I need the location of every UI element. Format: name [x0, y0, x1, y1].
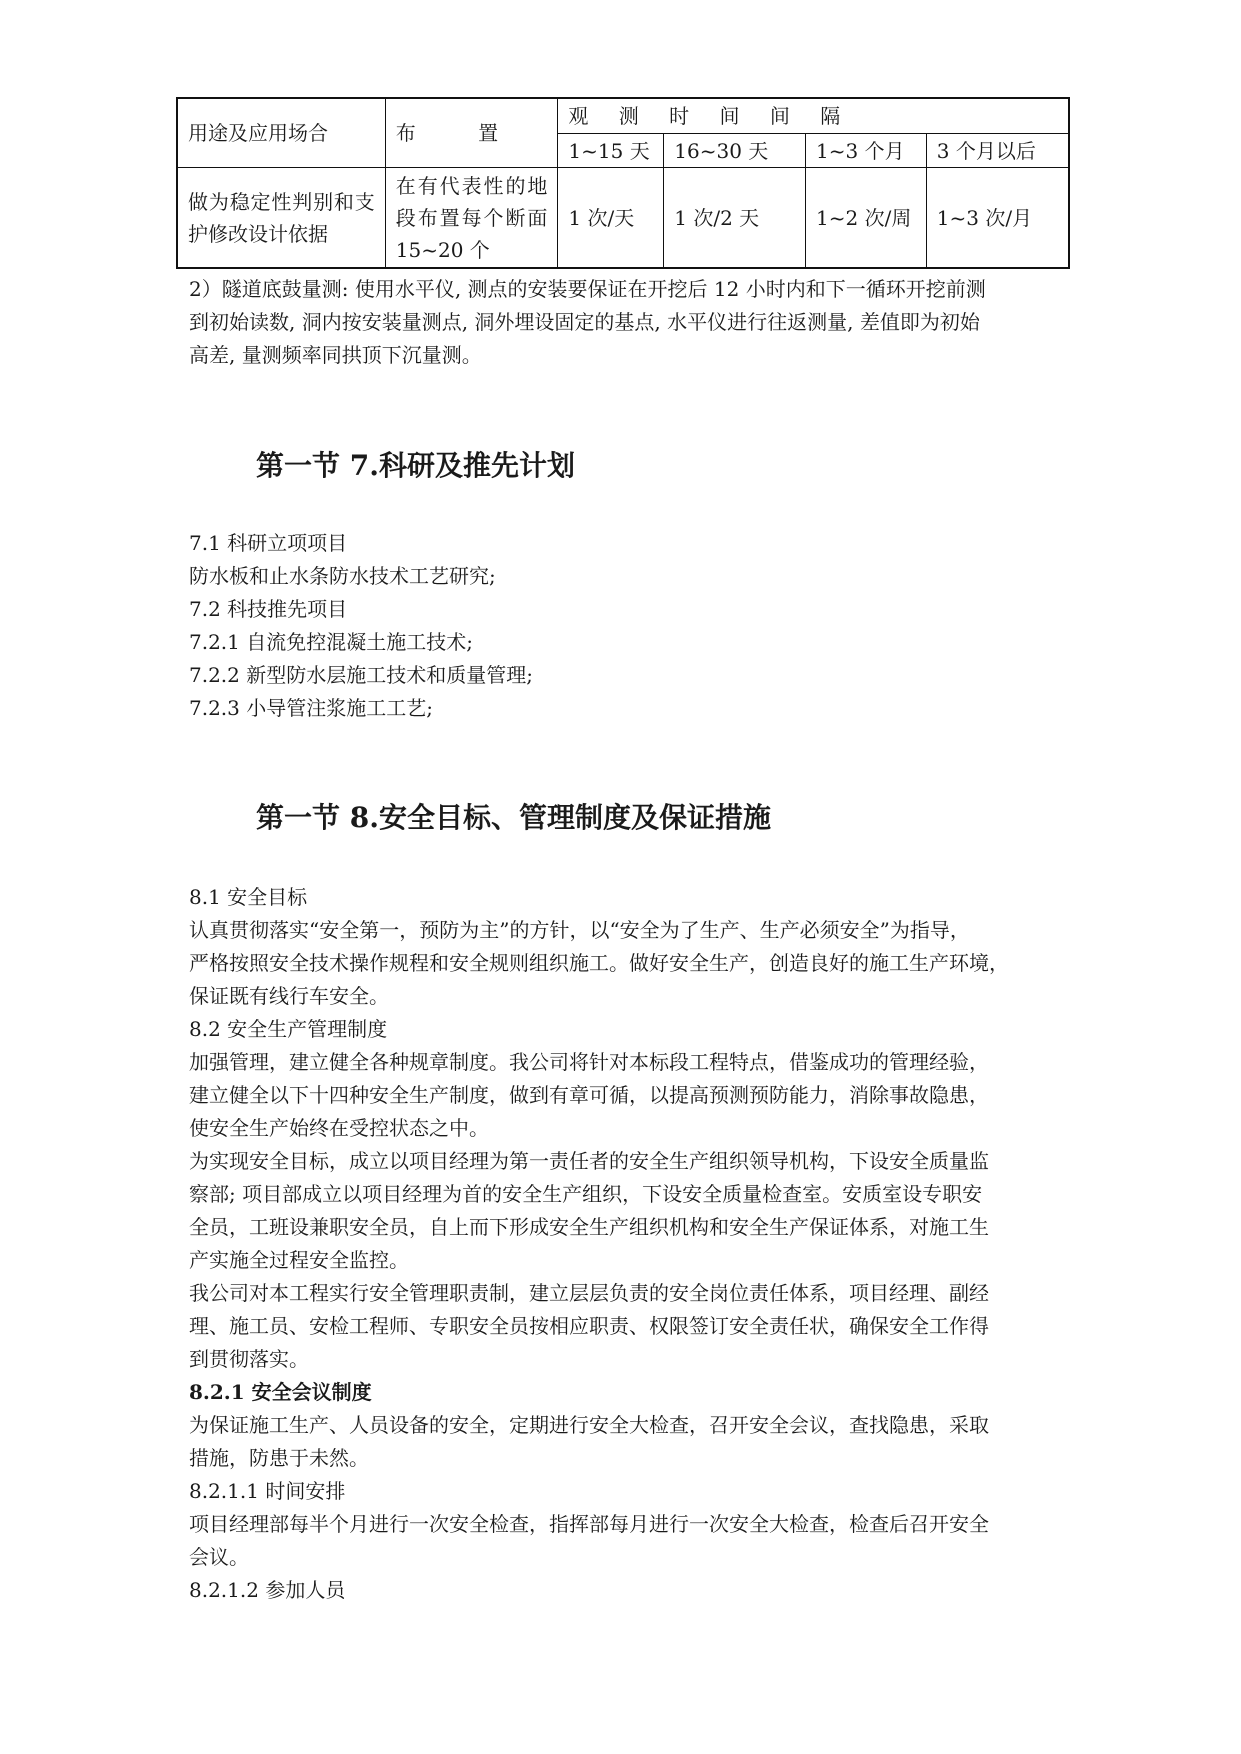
subsection-7-2-1: 7.2.1 自流免控混凝土施工技术; — [189, 630, 473, 654]
paragraph-8-2b: 为实现安全目标，成立以项目经理为第一责任者的安全生产组织领导机构，下设安全质量监 察部; 项目部成立以项目经理为首的安全生产组织，下设安全质量检查室。安质室设专职安 全员，工班设兼职安全员，自上而下形成安全生产组织机构和安全生产保证体系，对施工生 产实施全过程安全监控。 — [189, 1149, 989, 1272]
subsection-8-2-1-2: 8.2.1.2 参加人员 — [189, 1578, 346, 1602]
paragraph-floor-heave: 2）隧道底鼓量测: 使用水平仪, 测点的安装要保证在开挖后 12 小时内和下一循环开挖前测 到初始读数, 洞内按安装量测点, 洞外埋设固定的基点, 水平仪进行往返测量, 差值即为初始 高差, 量测频率同拱顶下沉量测。 — [189, 277, 986, 367]
observation-interval-table — [176, 97, 1070, 269]
header-period-2: 16~30 天 — [664, 134, 806, 168]
section-8-heading: 第一节 8.安全目标、管理制度及保证措施 — [256, 801, 771, 834]
header-period-4: 3 个月以后 — [926, 134, 1069, 168]
cell-value-3: 1~2 次/周 — [806, 168, 927, 269]
subsection-8-2-1-1: 8.2.1.1 时间安排 — [189, 1479, 346, 1503]
paragraph-8-2-1-1: 项目经理部每半个月进行一次安全检查，指挥部每月进行一次安全大检查，检查后召开安全 会议。 — [189, 1512, 989, 1569]
cell-value-1: 1 次/天 — [558, 168, 664, 269]
cell-value-2: 1 次/2 天 — [664, 168, 806, 269]
header-period-3: 1~3 个月 — [806, 134, 927, 168]
cell-usage: 做为稳定性判别和支护修改设计依据 — [177, 168, 385, 269]
header-period-1: 1~15 天 — [558, 134, 664, 168]
subsection-7-2-3: 7.2.3 小导管注浆施工工艺; — [189, 696, 433, 720]
header-layout: 布 置 — [385, 98, 558, 168]
subsection-7-2-2: 7.2.2 新型防水层施工技术和质量管理; — [189, 663, 533, 687]
subsection-8-2: 8.2 安全生产管理制度 — [189, 1017, 388, 1041]
paragraph-8-1: 认真贯彻落实“安全第一，预防为主”的方针，以“安全为了生产、生产必须安全”为指导， 严格按照安全技术操作规程和安全规则组织施工。做好安全生产，创造良好的施工生产环境， 保证既有线行车安全。 — [189, 918, 1009, 1008]
subsection-7-1: 7.1 科研立项项目 — [189, 531, 348, 555]
paragraph-8-2-1: 为保证施工生产、人员设备的安全，定期进行安全大检查，召开安全会议，查找隐患，采取 措施，防患于未然。 — [189, 1413, 989, 1470]
header-usage: 用途及应用场合 — [177, 98, 385, 168]
paragraph-8-2a: 加强管理，建立健全各种规章制度。我公司将针对本标段工程特点，借鉴成功的管理经验， 建立健全以下十四种安全生产制度，做到有章可循，以提高预测预防能力，消除事故隐患， 使安全生产始终在受控状态之中。 — [189, 1050, 989, 1140]
cell-layout: 在有代表性的地段布置每个断面 15~20 个 — [385, 168, 558, 269]
section-7-heading: 第一节 7.科研及推先计划 — [256, 449, 575, 482]
cell-value-4: 1~3 次/月 — [926, 168, 1069, 269]
subsection-7-2: 7.2 科技推先项目 — [189, 597, 348, 621]
subsection-7-1-text: 防水板和止水条防水技术工艺研究; — [189, 564, 496, 588]
header-interval: 观 测 时 间 间 隔 — [558, 98, 1069, 134]
subsection-8-1: 8.1 安全目标 — [189, 885, 308, 909]
paragraph-8-2c: 我公司对本工程实行安全管理职责制，建立层层负责的安全岗位责任体系，项目经理、副经 理、施工员、安检工程师、专职安全员按相应职责、权限签订安全责任状，确保安全工作得 到贯彻落实。 — [189, 1281, 989, 1371]
subsection-8-2-1: 8.2.1 安全会议制度 — [189, 1380, 372, 1404]
